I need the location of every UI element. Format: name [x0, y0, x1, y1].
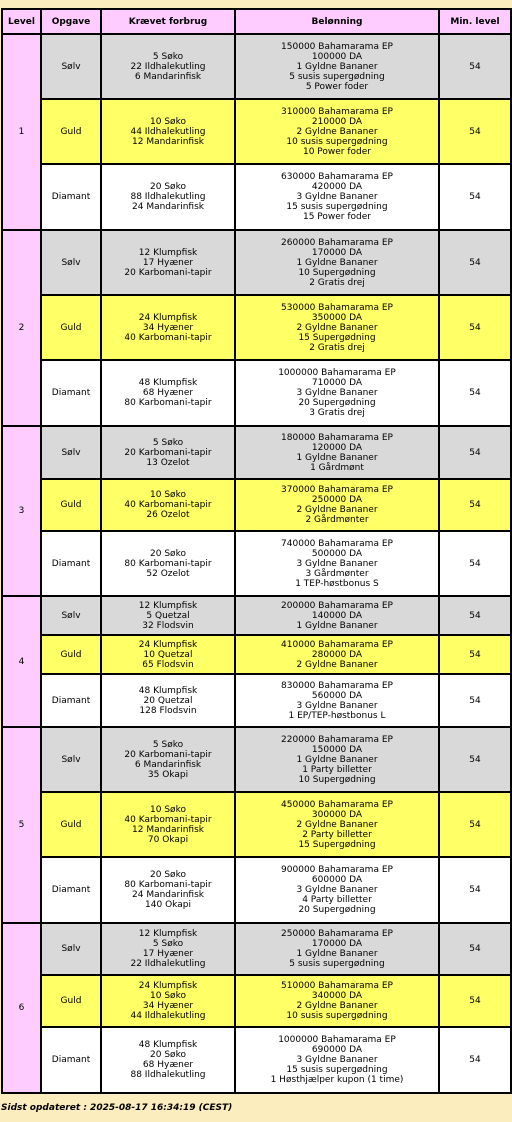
reward-line: 10 Supergødning [298, 774, 376, 785]
table-row [2, 792, 511, 857]
task-type-cell: Guld [41, 635, 101, 674]
level-cell: 4 [2, 596, 41, 727]
reward-line: 1 Gyldne Bananer [296, 620, 378, 631]
task-type-cell: Sølv [41, 727, 101, 792]
requirement-line: 44 Ildhalekutling [130, 126, 206, 137]
reward-line: 900000 Bahamarama EP [281, 865, 393, 875]
requirements-cell [101, 857, 235, 923]
min-level-cell: 54 [439, 857, 511, 923]
task-type-cell: Diamant [41, 360, 101, 426]
reward-line: 3 Gyldne Bananer [296, 700, 378, 711]
requirement-line: 40 Karbomani-tapir [124, 332, 212, 343]
requirements-cell [101, 99, 235, 164]
reward-line: 1000000 Bahamarama EP [278, 368, 396, 378]
level-cell: 5 [2, 727, 41, 923]
reward-line: 370000 Bahamarama EP [281, 485, 393, 495]
requirement-line: 5 Quetzal [146, 610, 190, 621]
rewards-cell [235, 295, 439, 360]
table-row [2, 426, 511, 479]
reward-line: 3 Gyldne Bananer [296, 885, 378, 895]
task-type-cell: Sølv [41, 596, 101, 635]
table-row [2, 479, 511, 531]
header-reward: Belønning [235, 9, 439, 34]
reward-line: 280000 DA [311, 649, 363, 660]
level-cell: 6 [2, 923, 41, 1093]
header-task: Opgave [41, 9, 101, 34]
task-type-cell: Guld [41, 975, 101, 1027]
reward-line: 3 Gyldne Bananer [296, 1055, 378, 1065]
requirements-cell [101, 531, 235, 596]
reward-line: 150000 Bahamarama EP [281, 41, 393, 52]
task-type-cell: Diamant [41, 1027, 101, 1093]
task-type-cell: Guld [41, 479, 101, 531]
requirement-line: 12 Mandarinfisk [132, 824, 204, 835]
requirement-line: 20 Søko [150, 1050, 186, 1060]
requirement-line: 20 Karbomani-tapir [124, 749, 212, 760]
min-level-cell: 54 [439, 426, 511, 479]
reward-line: 410000 Bahamarama EP [281, 639, 393, 650]
table-row [2, 531, 511, 596]
reward-line: 630000 Bahamarama EP [281, 172, 393, 182]
requirement-line: 22 Ildhalekutling [130, 61, 206, 72]
table-row [2, 674, 511, 727]
task-type-cell: Diamant [41, 164, 101, 230]
rewards-cell [235, 479, 439, 531]
rewards-cell [235, 531, 439, 596]
quest-table [1, 8, 512, 1094]
last-updated-text: Sidst opdateret : 2025-08-17 16:34:19 (CEST) [1, 1103, 233, 1113]
requirements-cell [101, 1027, 235, 1093]
requirement-line: 5 Søko [152, 51, 184, 62]
reward-line: 420000 DA [311, 182, 363, 192]
requirement-line: 6 Mandarinfisk [134, 759, 202, 770]
requirement-line: 34 Hyæner [142, 1001, 194, 1011]
requirements-cell [101, 975, 235, 1027]
requirement-line: 5 Søko [152, 437, 184, 448]
task-type-cell: Diamant [41, 531, 101, 596]
table-row [2, 360, 511, 426]
reward-line: 200000 Bahamarama EP [281, 600, 393, 611]
reward-line: 3 Gyldne Bananer [296, 558, 378, 569]
reward-line: 120000 DA [311, 442, 363, 453]
reward-line: 690000 DA [311, 1045, 363, 1055]
requirements-cell [101, 230, 235, 295]
reward-line: 2 Gyldne Bananer [296, 659, 378, 670]
requirement-line: 20 Søko [150, 182, 186, 192]
reward-line: 15 Supergødning [298, 839, 376, 850]
reward-line: 1 EP/TEP-høstbonus L [288, 710, 386, 721]
reward-line: 2 Gratis drej [309, 342, 365, 353]
min-level-cell: 54 [439, 360, 511, 426]
reward-line: 2 Gyldne Bananer [296, 322, 378, 333]
requirement-line: 65 Flodsvin [142, 659, 194, 670]
reward-line: 15 susis supergødning [286, 1065, 388, 1075]
requirement-line: 20 Karbomani-tapir [124, 447, 212, 458]
reward-line: 3 Gyldne Bananer [296, 192, 378, 202]
rewards-cell [235, 857, 439, 923]
reward-line: 340000 DA [311, 991, 363, 1001]
requirement-line: 128 Flodsvin [139, 705, 197, 716]
table-row [2, 857, 511, 923]
reward-line: 5 susis supergødning [289, 71, 385, 82]
requirements-cell [101, 792, 235, 857]
reward-line: 5 Power foder [305, 81, 369, 92]
requirement-line: 24 Klumpfisk [138, 639, 198, 650]
requirement-line: 20 Søko [150, 870, 186, 880]
rewards-cell [235, 727, 439, 792]
requirement-line: 22 Ildhalekutling [130, 959, 206, 969]
reward-line: 1 Gårdmønt [310, 462, 364, 473]
min-level-cell: 54 [439, 479, 511, 531]
rewards-cell [235, 360, 439, 426]
reward-line: 250000 DA [311, 495, 363, 505]
requirement-line: 12 Klumpfisk [138, 247, 198, 258]
reward-line: 2 Gyldne Bananer [296, 126, 378, 137]
min-level-cell: 54 [439, 727, 511, 792]
reward-line: 15 Supergødning [298, 332, 376, 343]
reward-line: 140000 DA [311, 610, 363, 621]
rewards-cell [235, 923, 439, 975]
reward-line: 1 Høsthjælper kupon (1 time) [270, 1075, 404, 1085]
min-level-cell: 54 [439, 531, 511, 596]
table-row [2, 596, 511, 635]
reward-line: 310000 Bahamarama EP [281, 106, 393, 117]
requirement-line: 44 Ildhalekutling [130, 1011, 206, 1021]
table-row [2, 635, 511, 674]
rewards-cell [235, 975, 439, 1027]
requirement-line: 140 Okapi [145, 900, 191, 910]
requirement-line: 13 Ozelot [146, 457, 190, 468]
reward-line: 100000 DA [311, 51, 363, 62]
table-header-row [2, 9, 511, 34]
requirements-cell [101, 34, 235, 99]
reward-line: 1 Gyldne Bananer [296, 949, 378, 959]
requirement-line: 40 Karbomani-tapir [124, 814, 212, 825]
requirement-line: 68 Hyæner [142, 388, 194, 398]
rewards-cell [235, 792, 439, 857]
requirement-line: 20 Søko [150, 548, 186, 559]
requirements-cell [101, 674, 235, 727]
reward-line: 1 Gyldne Bananer [296, 61, 378, 72]
table-row [2, 164, 511, 230]
requirement-line: 5 Søko [152, 739, 184, 750]
requirement-line: 20 Karbomani-tapir [124, 267, 212, 278]
reward-line: 740000 Bahamarama EP [281, 538, 393, 549]
reward-line: 2 Gyldne Bananer [296, 819, 378, 830]
reward-line: 510000 Bahamarama EP [281, 981, 393, 991]
requirement-line: 5 Søko [152, 939, 184, 949]
task-type-cell: Sølv [41, 34, 101, 99]
requirement-line: 10 Søko [150, 116, 186, 127]
requirements-cell [101, 479, 235, 531]
rewards-cell [235, 99, 439, 164]
reward-line: 450000 Bahamarama EP [281, 799, 393, 810]
min-level-cell: 54 [439, 99, 511, 164]
min-level-cell: 54 [439, 975, 511, 1027]
rewards-cell [235, 674, 439, 727]
reward-line: 10 susis supergødning [286, 136, 388, 147]
min-level-cell: 54 [439, 923, 511, 975]
reward-line: 5 susis supergødning [289, 959, 385, 969]
min-level-cell: 54 [439, 1027, 511, 1093]
min-level-cell: 54 [439, 164, 511, 230]
requirements-cell [101, 295, 235, 360]
requirement-line: 12 Mandarinfisk [132, 136, 204, 147]
reward-line: 250000 Bahamarama EP [281, 929, 393, 939]
task-type-cell: Diamant [41, 857, 101, 923]
reward-line: 710000 DA [311, 378, 363, 388]
reward-line: 150000 DA [311, 744, 363, 755]
reward-line: 15 Power foder [302, 212, 371, 222]
table-row [2, 34, 511, 99]
level-cell: 2 [2, 230, 41, 426]
requirement-line: 88 Ildhalekutling [130, 192, 206, 202]
rewards-cell [235, 230, 439, 295]
reward-line: 220000 Bahamarama EP [281, 734, 393, 745]
requirement-line: 70 Okapi [147, 834, 189, 845]
header-required-consumption: Krævet forbrug [101, 9, 235, 34]
quest-table-body [2, 34, 511, 1093]
min-level-cell: 54 [439, 792, 511, 857]
table-row [2, 230, 511, 295]
reward-line: 350000 DA [311, 312, 363, 323]
requirement-line: 17 Hyæner [142, 949, 194, 959]
table-row [2, 975, 511, 1027]
table-row [2, 727, 511, 792]
reward-line: 2 Gårdmønter [305, 515, 369, 525]
min-level-cell: 54 [439, 230, 511, 295]
reward-line: 10 Supergødning [298, 267, 376, 278]
table-row [2, 1027, 511, 1093]
requirement-line: 48 Klumpfisk [138, 1040, 198, 1050]
task-type-cell: Diamant [41, 674, 101, 727]
reward-line: 20 Supergødning [298, 398, 376, 408]
reward-line: 170000 DA [311, 247, 363, 258]
requirement-line: 52 Ozelot [146, 568, 190, 579]
reward-line: 1 Party billetter [302, 764, 372, 775]
requirements-cell [101, 360, 235, 426]
reward-line: 600000 DA [311, 875, 363, 885]
reward-line: 20 Supergødning [298, 905, 376, 915]
reward-line: 560000 DA [311, 690, 363, 701]
level-cell: 1 [2, 34, 41, 230]
rewards-cell [235, 596, 439, 635]
min-level-cell: 54 [439, 596, 511, 635]
requirement-line: 10 Quetzal [143, 649, 193, 660]
requirements-cell [101, 596, 235, 635]
requirement-line: 12 Klumpfisk [138, 929, 198, 939]
min-level-cell: 54 [439, 34, 511, 99]
requirement-line: 10 Søko [150, 804, 186, 815]
reward-line: 4 Party billetter [302, 895, 372, 905]
rewards-cell [235, 164, 439, 230]
reward-line: 10 susis supergødning [286, 1011, 388, 1021]
requirement-line: 6 Mandarinfisk [134, 71, 202, 82]
requirement-line: 10 Søko [150, 991, 186, 1001]
reward-line: 260000 Bahamarama EP [281, 237, 393, 248]
reward-line: 2 Gyldne Bananer [296, 505, 378, 515]
requirement-line: 24 Klumpfisk [138, 312, 198, 323]
requirements-cell [101, 635, 235, 674]
requirements-cell [101, 426, 235, 479]
requirement-line: 48 Klumpfisk [138, 378, 198, 388]
task-type-cell: Guld [41, 792, 101, 857]
requirement-line: 24 Mandarinfisk [132, 890, 204, 900]
requirement-line: 40 Karbomani-tapir [124, 500, 212, 510]
requirements-cell [101, 727, 235, 792]
requirement-line: 20 Quetzal [143, 695, 193, 706]
reward-line: 3 Gratis drej [309, 408, 365, 418]
rewards-cell [235, 1027, 439, 1093]
requirement-line: 26 Ozelot [146, 510, 190, 520]
reward-line: 210000 DA [311, 116, 363, 127]
requirement-line: 88 Ildhalekutling [130, 1070, 206, 1080]
reward-line: 170000 DA [311, 939, 363, 949]
reward-line: 2 Gyldne Bananer [296, 1001, 378, 1011]
reward-line: 1 Gyldne Bananer [296, 452, 378, 463]
task-type-cell: Sølv [41, 426, 101, 479]
rewards-cell [235, 635, 439, 674]
level-cell: 3 [2, 426, 41, 596]
requirements-cell [101, 923, 235, 975]
requirement-line: 24 Klumpfisk [138, 981, 198, 991]
reward-line: 1000000 Bahamarama EP [278, 1035, 396, 1045]
reward-line: 10 Power foder [302, 146, 371, 157]
reward-line: 3 Gyldne Bananer [296, 388, 378, 398]
reward-line: 2 Party billetter [302, 829, 372, 840]
task-type-cell: Guld [41, 295, 101, 360]
requirement-line: 32 Flodsvin [142, 620, 194, 631]
requirement-line: 24 Mandarinfisk [132, 202, 204, 212]
task-type-cell: Guld [41, 99, 101, 164]
table-row [2, 99, 511, 164]
task-type-cell: Sølv [41, 923, 101, 975]
reward-line: 3 Gårdmønter [305, 568, 369, 579]
requirement-line: 68 Hyæner [142, 1060, 194, 1070]
task-type-cell: Sølv [41, 230, 101, 295]
reward-line: 500000 DA [311, 548, 363, 559]
reward-line: 530000 Bahamarama EP [281, 302, 393, 313]
requirement-line: 12 Klumpfisk [138, 600, 198, 611]
reward-line: 300000 DA [311, 809, 363, 820]
requirement-line: 34 Hyæner [142, 322, 194, 333]
requirements-cell [101, 164, 235, 230]
requirement-line: 48 Klumpfisk [138, 685, 198, 696]
reward-line: 1 TEP-høstbonus S [295, 578, 379, 589]
rewards-cell [235, 34, 439, 99]
reward-line: 15 susis supergødning [286, 202, 388, 212]
min-level-cell: 54 [439, 295, 511, 360]
reward-line: 1 Gyldne Bananer [296, 754, 378, 765]
requirement-line: 80 Karbomani-tapir [124, 880, 212, 890]
reward-line: 1 Gyldne Bananer [296, 257, 378, 268]
table-row [2, 295, 511, 360]
table-row [2, 923, 511, 975]
requirement-line: 80 Karbomani-tapir [124, 398, 212, 408]
reward-line: 830000 Bahamarama EP [281, 680, 393, 691]
min-level-cell: 54 [439, 635, 511, 674]
requirement-line: 17 Hyæner [142, 257, 194, 268]
requirement-line: 35 Okapi [147, 769, 189, 780]
reward-line: 2 Gratis drej [309, 277, 365, 288]
rewards-cell [235, 426, 439, 479]
header-level: Level [2, 9, 41, 34]
requirement-line: 10 Søko [150, 490, 186, 500]
requirement-line: 80 Karbomani-tapir [124, 558, 212, 569]
reward-line: 180000 Bahamarama EP [281, 432, 393, 443]
min-level-cell: 54 [439, 674, 511, 727]
header-min-level: Min. level [439, 9, 511, 34]
